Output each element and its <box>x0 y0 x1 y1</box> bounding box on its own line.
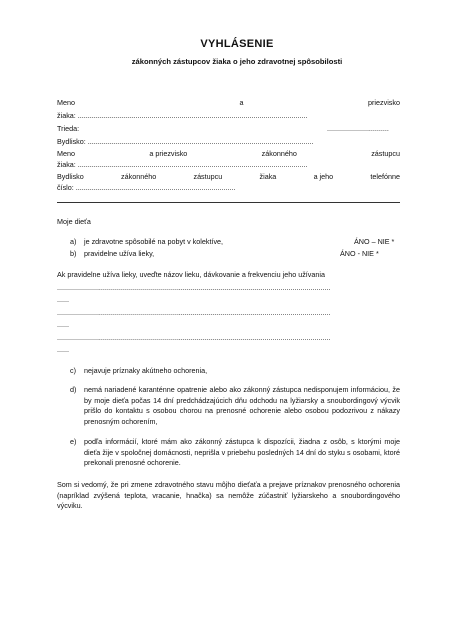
guardian-address-row <box>57 172 400 181</box>
medication-line[interactable]: ......................................................................................................................................... <box>57 283 331 292</box>
yes-no-choice[interactable]: ÁNO - NIE * <box>340 249 379 258</box>
item-label: d) <box>70 385 77 394</box>
closing-statement: Som si vedomý, že pri zmene zdravotného stavu môjho dieťaťa a prejave príznakov prenosného ochorenia (napríklad zvýšená teplota, vracanie, hnačka) sa nemôže zúčastniť lyžiarskeho a snoubordingového výcviku. <box>57 480 400 510</box>
student-address-field[interactable]: Bydlisko: ................................................................................................................. <box>57 137 314 146</box>
medication-line[interactable]: ...... <box>57 320 69 329</box>
item-label: b) <box>70 249 77 258</box>
item-text: nemá nariadené karanténne opatrenie alebo ako zákonný zástupca nedisponujem informáciou, že by moje dieťa počas 14 dní predchádzajúcich dňu odchodu na lyžiarsky a snoubordingový výcvik prišlo do kontaktu s osobou chorou na prenosné ochorenie alebo osobou podozrivou z nákazy prenosným ochorením, <box>84 385 400 426</box>
document-subtitle: zákonných zástupcov žiaka o jeho zdravotnej spôsobilosti <box>131 57 343 66</box>
field-label: zákonného <box>121 172 157 181</box>
item-label: e) <box>70 437 77 446</box>
guardian-name-field[interactable]: žiaka: ................................................................................................................... <box>57 160 308 169</box>
field-label: žiaka <box>259 172 277 181</box>
medication-line[interactable]: ...... <box>57 295 69 304</box>
field-label: Meno <box>57 98 75 107</box>
medication-line[interactable]: ......................................................................................................................................... <box>57 308 331 317</box>
field-label: a priezvisko <box>149 149 188 158</box>
item-label: c) <box>70 366 76 375</box>
field-label: a <box>239 98 244 107</box>
field-label: Bydlisko <box>57 172 84 181</box>
medication-prompt: Ak pravidelne užíva lieky, uveďte názov lieku, dávkovanie a frekvenciu jeho užívania <box>57 270 325 279</box>
guardian-name-row <box>57 149 400 158</box>
item-text: nejavuje príznaky akútneho ochorenia, <box>84 366 208 375</box>
item-label: a) <box>70 237 77 246</box>
item-text: podľa informácií, ktoré mám ako zákonný zástupca k dispozícii, žiadna z osôb, s ktorými moje dieťa žije v spoločnej domácnosti, neprišla v priebehu posledných 14 dní do styku s osobami, ktoré prekonali prenosné ochorenie. <box>84 437 400 467</box>
field-label: telefónne <box>370 172 400 181</box>
class-field[interactable]: ............................... <box>327 124 389 133</box>
section-divider <box>57 202 400 203</box>
medication-line[interactable]: ...... <box>57 345 69 354</box>
child-label: Moje dieťa <box>57 217 91 226</box>
medication-line[interactable]: ......................................................................................................................................... <box>57 333 331 342</box>
field-label: a jeho <box>313 172 334 181</box>
field-label: Meno <box>57 149 75 158</box>
class-label: Trieda: <box>57 124 80 133</box>
student-name-field[interactable]: žiaka: ................................................................................................................... <box>57 111 308 120</box>
item-text: pravidelne užíva lieky, <box>84 249 155 258</box>
field-label: zástupcu <box>371 149 400 158</box>
student-name-row <box>57 98 400 107</box>
yes-no-choice[interactable]: ÁNO – NIE * <box>354 237 395 246</box>
field-label: zástupcu <box>193 172 223 181</box>
field-label: priezvisko <box>368 98 400 107</box>
document-title: VYHLÁSENIE <box>200 38 274 50</box>
item-text: je zdravotne spôsobilé na pobyt v kolektíve, <box>84 237 224 246</box>
field-label: zákonného <box>261 149 297 158</box>
guardian-phone-field[interactable]: číslo: ................................................................................ <box>57 183 236 192</box>
